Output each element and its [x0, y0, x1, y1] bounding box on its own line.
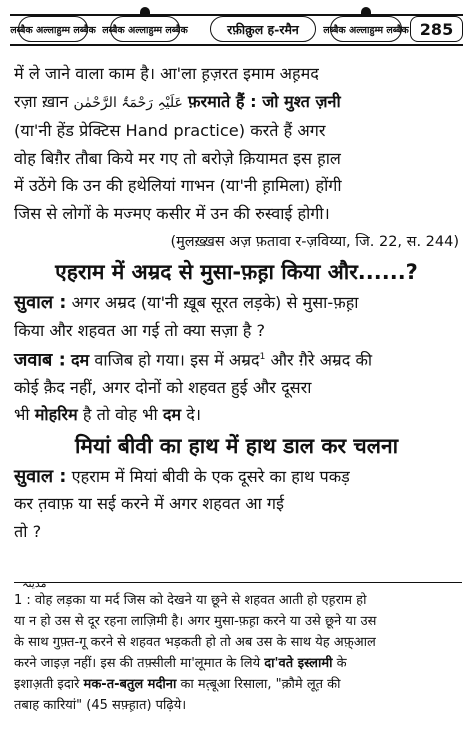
text-line: वोह बिग़ैर तौबा किये मर गए तो बरोज़े क़ियामत इस ह़ाल	[14, 148, 341, 168]
text-line: (या'नी हेंड प्रेक्टिस Hand practice) करते हैं अगर	[14, 121, 326, 140]
text-span: मक-त-बतुल मदीना	[83, 677, 177, 692]
footnote-line: के साथ गुफ़्त-गू करने से शहवत भड़कती हो तो अब उस के साथ येह अफ़्आल	[14, 635, 376, 650]
text-span: और ग़ैरे अम्रद की	[270, 350, 373, 370]
page-number: 285	[419, 19, 454, 39]
question-block	[14, 289, 459, 344]
question-block	[14, 463, 459, 546]
text-line: में उठेंगे कि उन की हथेलियां गाभन (या'नी ह़ामिला) होंगी	[14, 176, 342, 195]
intro-paragraph	[14, 60, 459, 227]
lamp-icon	[140, 7, 150, 17]
text-span: के	[336, 656, 347, 671]
text-span: भी	[14, 405, 30, 425]
text-line	[14, 344, 459, 374]
section-heading: एहराम में अम्रद से मुसा-फ़ह़ा किया और......?	[55, 260, 418, 284]
footnote-line	[14, 653, 461, 674]
header-tag-text: लब्बैक अल्लाहुम्म लब्बैक	[323, 24, 409, 36]
text-span: रज़ा ख़ान	[14, 91, 69, 111]
text-span: फ़रमाते हैं : जो मुश्त ज़नी	[188, 91, 341, 111]
answer-block	[14, 344, 459, 429]
text-span: दा'वते इस्लामी	[264, 656, 333, 671]
question-label: सुवाल :	[14, 465, 67, 487]
answer-label: जवाब :	[14, 349, 66, 371]
header-rule-bottom	[10, 44, 463, 46]
text-line	[14, 88, 459, 118]
header-tag-left-2	[102, 16, 188, 42]
page-number-box	[410, 16, 463, 42]
header-tag-text: लब्बैक अल्लाहुम्म लब्बैक	[102, 24, 188, 36]
book-title: रफ़ीक़ुल ह-रमैन	[227, 21, 299, 37]
footnote-line: या न हो उस से दूर रहना लाज़िमी है। अगर मुसा-फ़ह़ा करने या उसे छूने या उस	[14, 614, 377, 629]
page-content	[14, 60, 459, 545]
text-line: किया और शहवत आ गई तो क्या सज़ा है ?	[14, 320, 266, 340]
citation: (मुलख़्ख़स अज़ फ़तावा र-ज़विय्या, जि. 22, स. 244)	[170, 234, 459, 250]
text-span: दम	[162, 405, 182, 425]
lamp-icon	[361, 7, 371, 17]
text-line: कर त़वाफ़ या सई करने में अगर शहवत आ गई	[14, 494, 284, 514]
text-line: तो ?	[14, 521, 42, 541]
text-span: का मत़्बूआ रिसाला, "क़ौमे लूत़ की	[180, 677, 341, 692]
text-span: दे।	[186, 405, 201, 425]
text-line	[14, 401, 459, 429]
header-tag-text: लब्बैक अल्लाहुम्म लब्बैक	[10, 24, 96, 36]
footnote	[14, 590, 461, 716]
text-line: में ले जाने वाला काम है। आ'ला ह़ज़रत इमाम अह़मद	[14, 64, 319, 83]
footnote-line	[14, 674, 461, 695]
question-label: सुवाल :	[14, 292, 67, 313]
text-span: करने जाइज़ नहीं। इस की तफ़्सीली मा'लूमात के लिये	[14, 656, 261, 671]
header-tag-right	[323, 16, 409, 42]
text-span: वाजिब हो गया। इस में अम्रद	[94, 350, 260, 370]
text-line	[14, 463, 459, 491]
text-span: दम	[70, 350, 90, 370]
text-line: कोई क़ैद नहीं, अगर दोनों को शहवत हुई और दूसरा	[14, 377, 312, 397]
divider-line	[14, 582, 462, 583]
text-span: है तो वोह भी	[82, 405, 158, 425]
text-line	[14, 289, 459, 317]
footnote-line: 1 : वोह लड़का या मर्द जिस को देखने या छूने से शहवत आती हो एह़राम हो	[14, 593, 367, 608]
header-title	[210, 16, 316, 42]
text-span: इशाअ़ती इदारे	[14, 677, 80, 692]
text-span: अगर अम्रद (या'नी ख़ूब सूरत लड़के) से मुसा-फ़ह़ा	[71, 293, 359, 312]
arabic-honorific: عَلَیْہِ رَحْمَۃُ الرَّحْمٰن	[73, 94, 183, 111]
footnote-line: तबाह कारियां" (45 सफ़्ह़ात) पढ़िये।	[14, 698, 187, 713]
page-header	[10, 10, 463, 52]
text-span: मोहरिम	[34, 405, 78, 425]
text-line: जिस से लोगों के मज्मए कसीर में उन की रुस्वाई होगी।	[14, 203, 330, 223]
section-heading: मियां बीवी का हाथ में हाथ डाल कर चलना	[74, 433, 399, 458]
text-span: एहराम में मियां बीवी के एक दूसरे का हाथ पकड़	[71, 466, 350, 486]
footnote-marker: 1	[259, 352, 266, 362]
header-tag-left-1	[10, 16, 96, 42]
footnote-ornament: مدینہ	[22, 577, 47, 590]
